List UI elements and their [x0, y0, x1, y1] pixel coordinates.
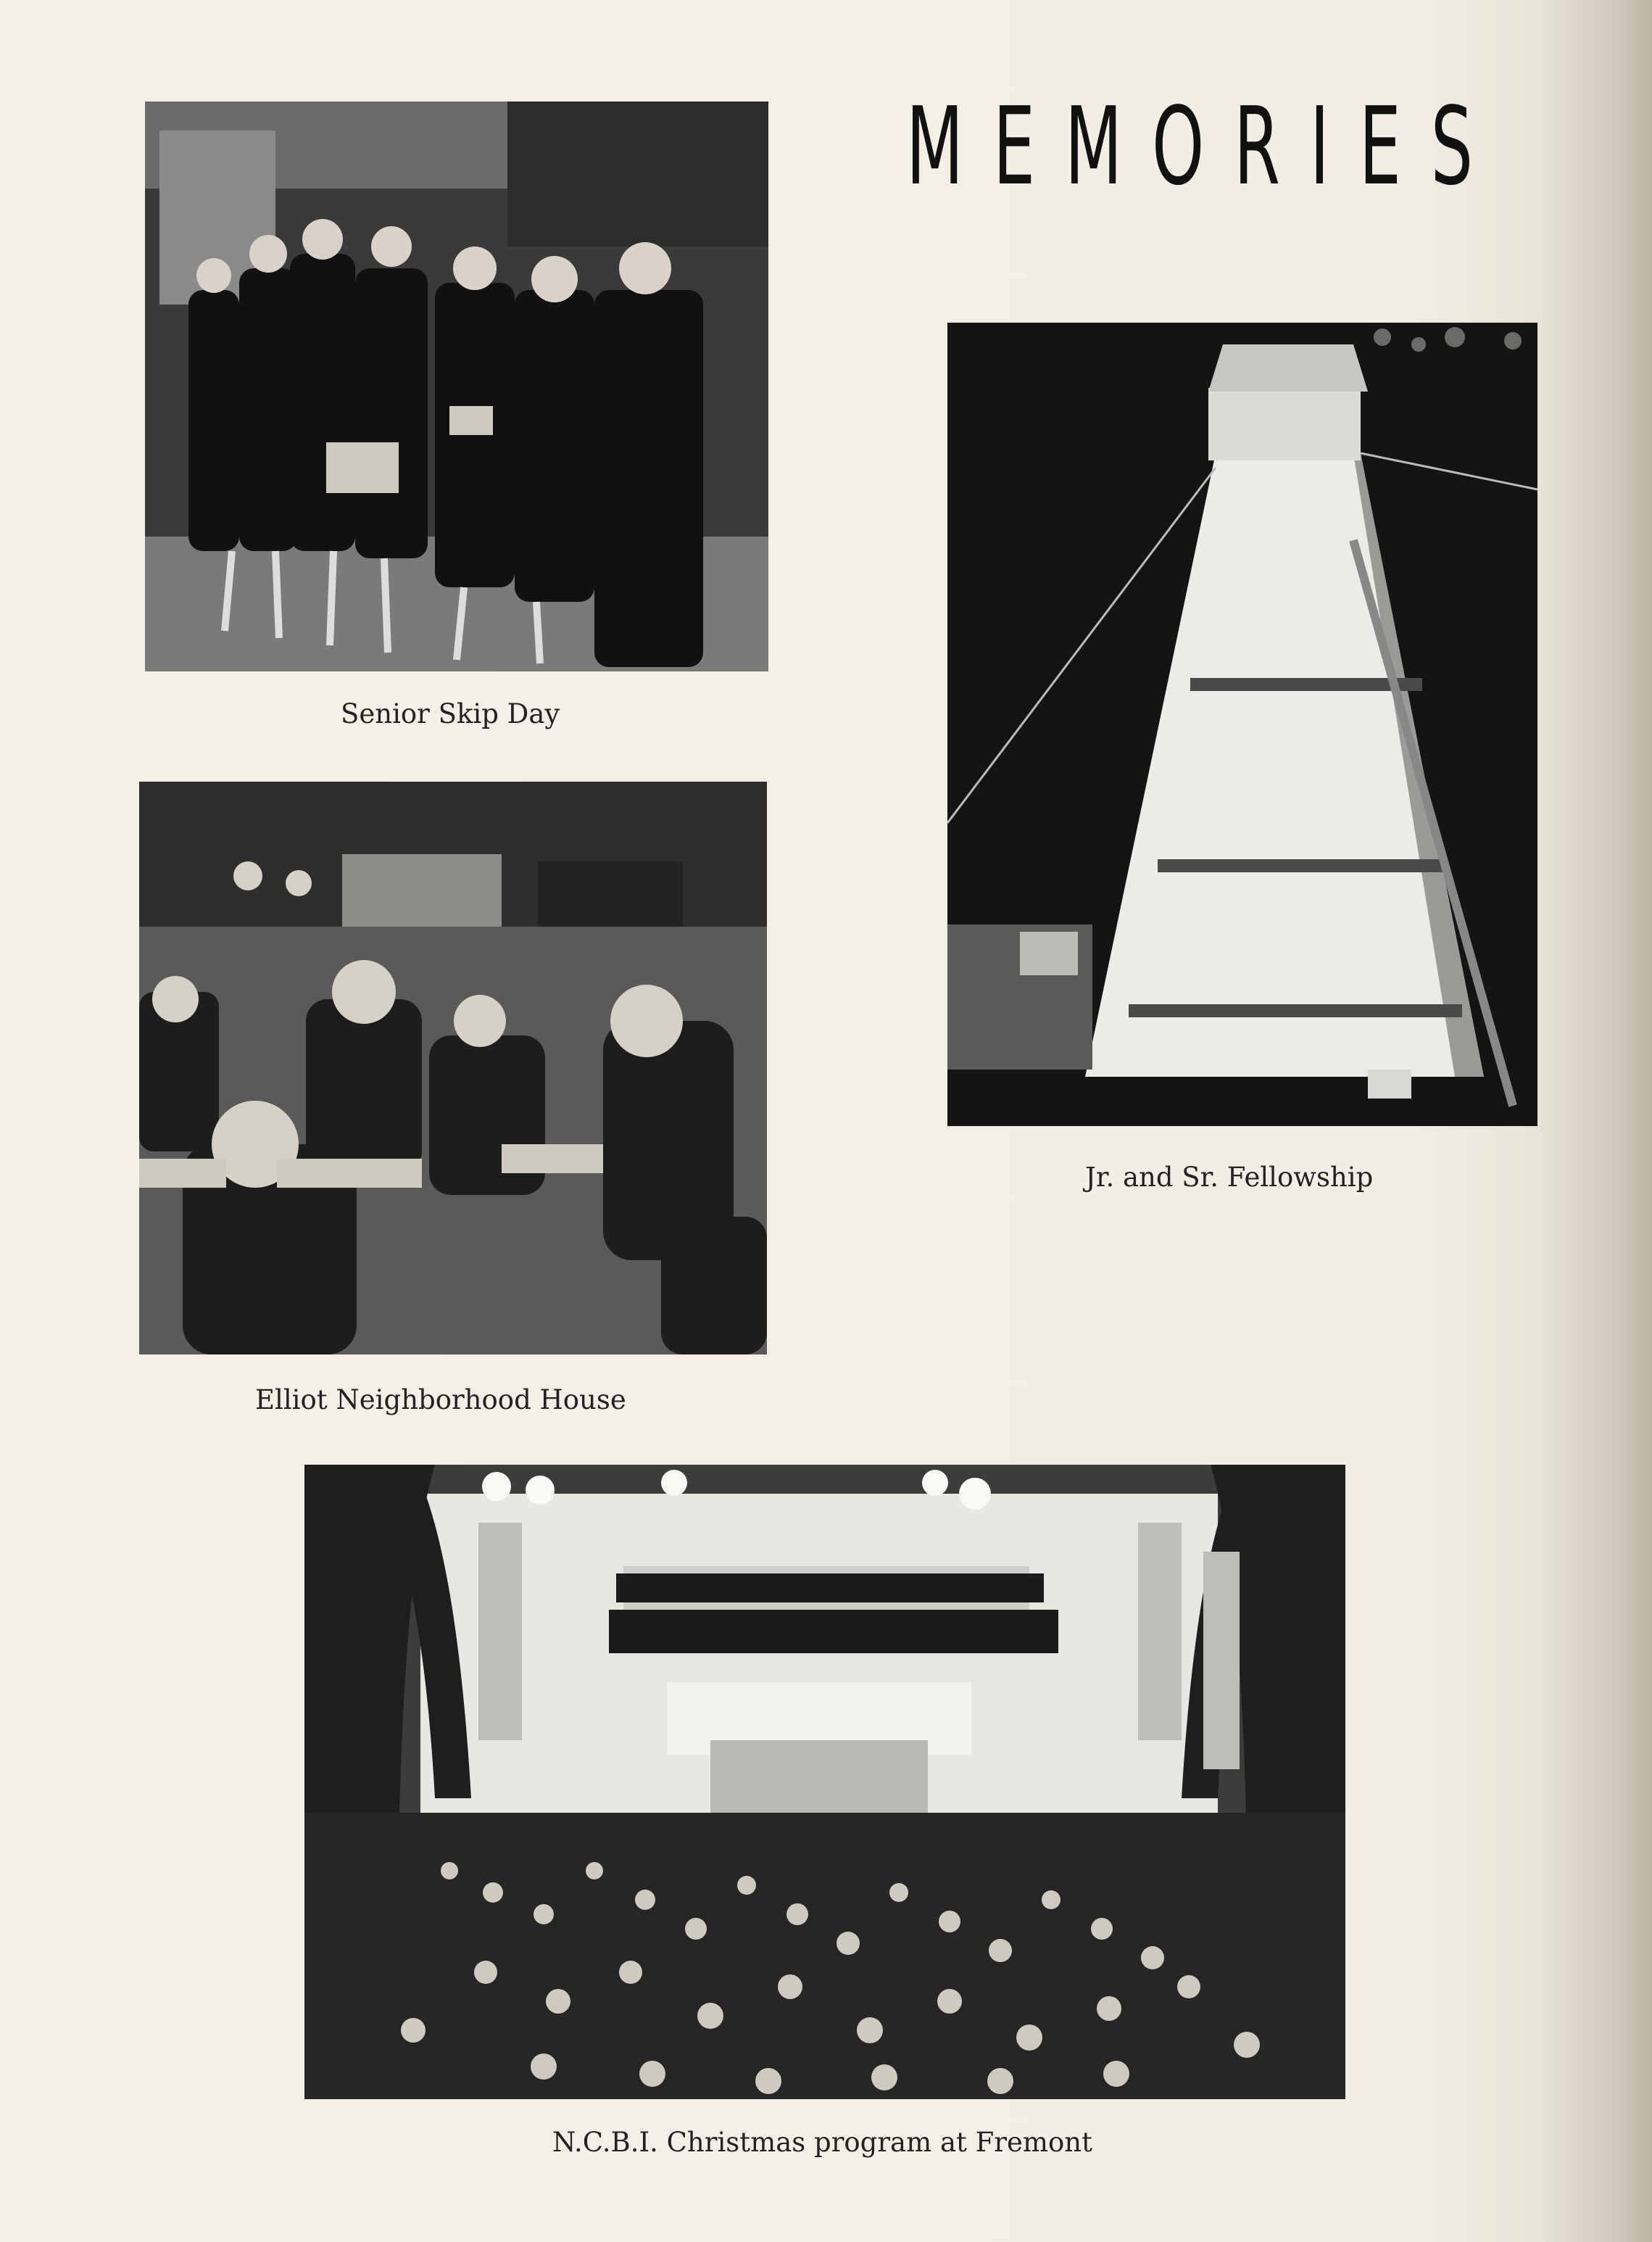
elliot-neighborhood-house-photo: [139, 782, 767, 1354]
jr-sr-fellowship-photo: [947, 323, 1537, 1126]
caption-senior-skip-day: Senior Skip Day: [341, 698, 560, 729]
christmas-program-photo: [304, 1465, 1345, 2099]
caption-christmas-program: N.C.B.I. Christmas program at Fremont: [552, 2127, 1092, 2158]
caption-jr-sr-fellowship: Jr. and Sr. Fellowship: [1085, 1162, 1374, 1193]
page-title: MEMORIES: [906, 84, 1503, 209]
senior-skip-day-photo: [145, 102, 768, 671]
caption-elliot-neighborhood-house: Elliot Neighborhood House: [255, 1384, 626, 1415]
